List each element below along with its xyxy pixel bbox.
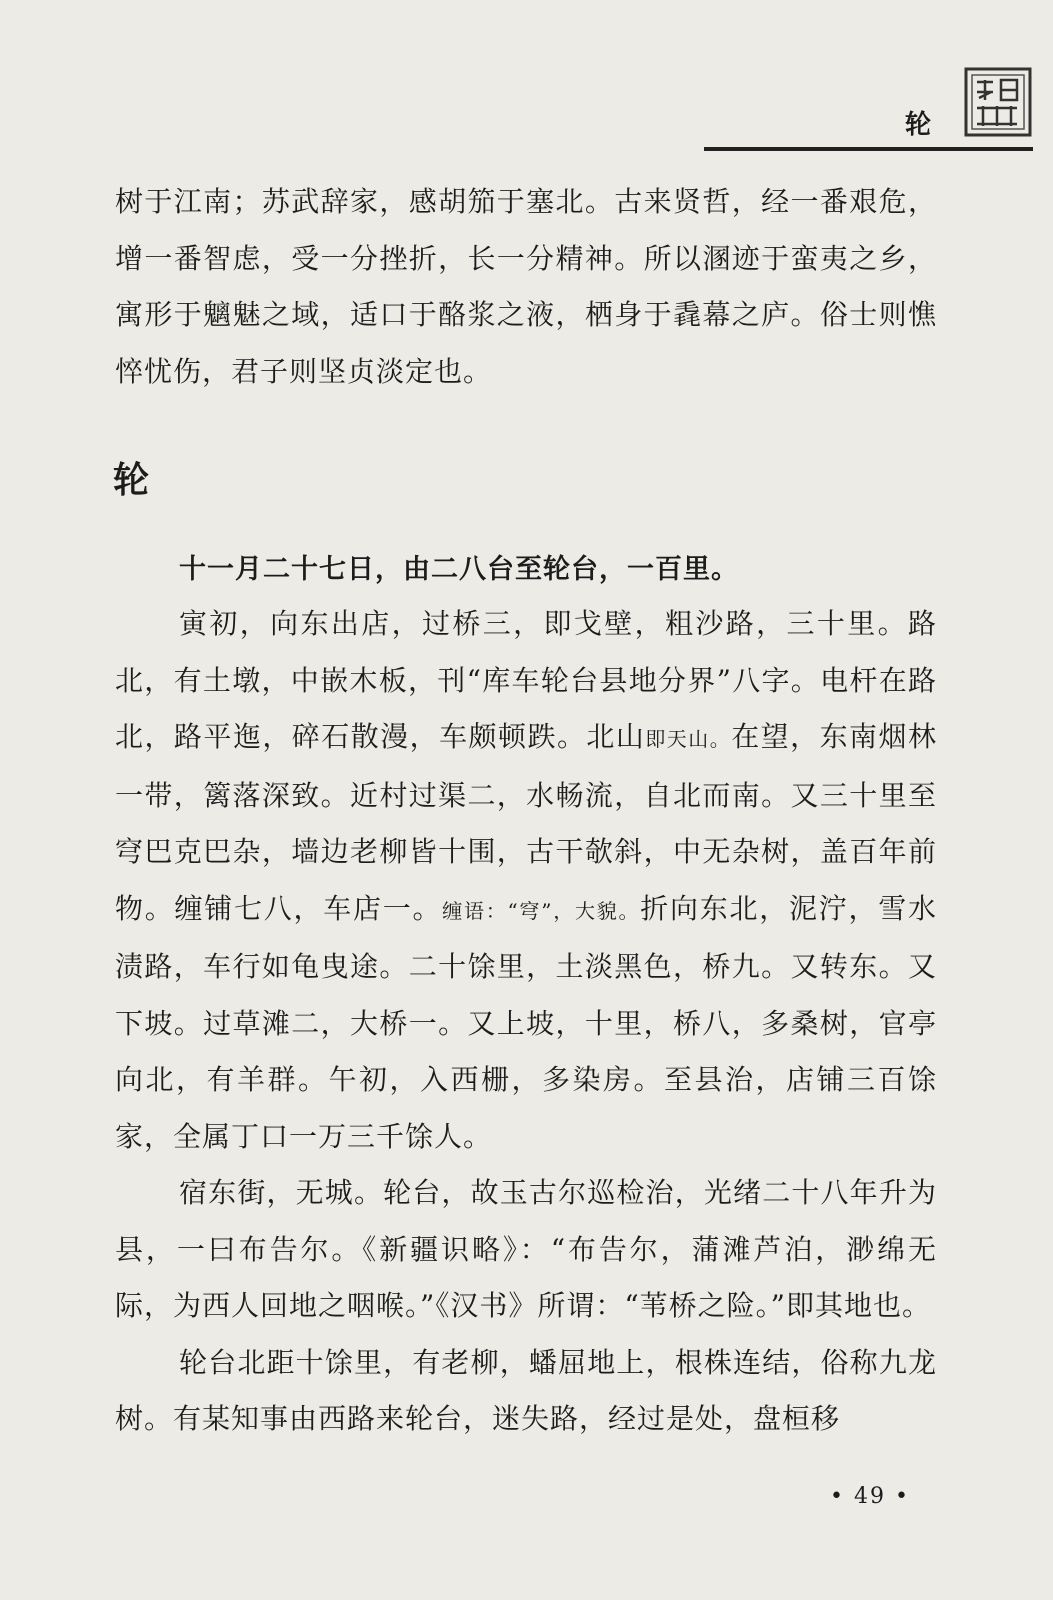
running-header-title: 轮: [905, 110, 933, 140]
inline-note: 缠语：“穹”，大貌。: [442, 898, 641, 923]
paragraph-1-part-2: 在望，东南烟林一带，篱落深致。近村过渠二，水畅流，自北而南。又三十里至穹巴克巴杂，墙边老柳皆十围，古干欹斜，中无杂树，盖百年前物。缠铺七八，车店一。: [115, 720, 937, 925]
header-rule: [704, 147, 1033, 151]
paragraph-3: 轮台北距十馀里，有老柳，蟠屈地上，根株连结，俗称九龙树。有某知事由西路来轮台，迷失路，经过是处，盘桓移: [115, 1345, 937, 1435]
entry-heading: 十一月二十七日，由二八台至轮台，一百里。: [179, 554, 739, 585]
continued-paragraph: [115, 174, 937, 400]
inline-note: 即天山。: [645, 727, 732, 751]
section-title: 轮: [113, 460, 150, 501]
paragraph-text: 树于江南；苏武辞家，感胡笳于塞北。古来贤哲，经一番艰危，增一番智虑，受一分挫折，长一分精神。所以溷迹于蛮夷之乡，寓形于魑魅之域，适口于酪浆之液，栖身于毳幕之庐。俗士则憔悴忧伤，君子则坚贞淡定也。: [115, 185, 937, 388]
paragraph-1-part-3: 折向东北，泥泞，雪水渍路，车行如龟曳途。二十馀里，土淡黑色，桥九。又转东。又下坡。过草滩二，大桥一。又上坡，十里，桥八，多桑树，官亭向北，有羊群。午初，入西栅，多染房。至县治，店铺三百馀家，全属丁口一万三千馀人。: [115, 891, 937, 1153]
page-number: • 49 •: [830, 1484, 910, 1509]
paragraph-1-part-1: 寅初，向东出店，过桥三，即戈壁，粗沙路，三十里。路北，有土墩，中嵌木板，刊“库车轮台县地分界”八字。电杆在路北，路平迤，碎石散漫，车颇顿跌。北山: [115, 607, 937, 753]
paragraph-2: 宿东街，无城。轮台，故玉古尔巡检治，光绪二十八年升为县，一曰布告尔。《新疆识略》：“布告尔，蒲滩芦泊，渺绵无际，为西人回地之咽喉。”《汉书》所谓：“苇桥之险。”即其地也。: [115, 1176, 937, 1322]
section-body: [115, 596, 937, 1448]
seal-stamp-icon: [963, 66, 1033, 138]
paragraph-1: [115, 596, 937, 1165]
